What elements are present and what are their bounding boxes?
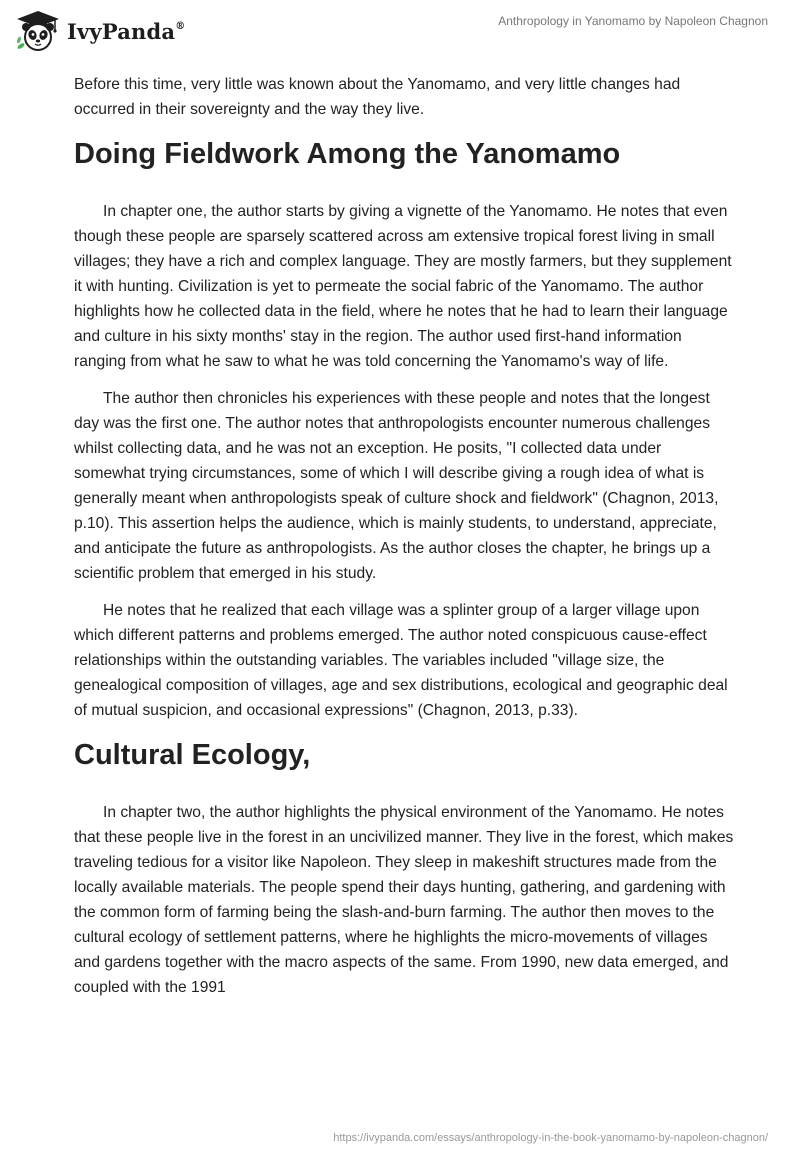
page-header xyxy=(0,0,800,60)
document-title: Anthropology in Yanomamo by Napoleon Chagnon xyxy=(498,14,768,28)
panda-graduate-icon xyxy=(15,10,61,52)
section-heading-fieldwork: Doing Fieldwork Among the Yanomamo xyxy=(74,138,621,170)
paragraph: The author then chronicles his experiences with these people and notes that the longest day was the first one. The author notes that anthropologists encounter numerous challenges whilst collecting data, and he was not an exception. He posits, "I collected data under somewhat trying circumstances, some of which I will describe giving a rough idea of what is generally meant when anthropologists speak of culture shock and fieldwork" (Chagnon, 2013, p.10). This assertion helps the audience, which is mainly students, to understand, appreciate, and anticipate the future as anthropologists. As the author closes the chapter, he brings up a scientific problem that emerged in his study. xyxy=(74,390,719,582)
paragraph: In chapter one, the author starts by giving a vignette of the Yanomamo. He notes that even though these people are sparsely scattered across am extensive tropical forest living in small villages; they have a rich and complex language. They are mostly farmers, but they supplement it with hunting. Civilization is yet to permeate the social fabric of the Yanomamo. The author highlights how he collected data in the field, where he notes that he had to learn their language and culture in his sixty months' stay in the region. The author used first-hand information ranging from what he saw to what he was told concerning the Yanomamo's way of life. xyxy=(74,203,732,370)
intro-paragraph: Before this time, very little was known about the Yanomamo, and very little changes had occurred in their sovereignty and the way they live. xyxy=(74,76,681,118)
section-heading-cultural-ecology: Cultural Ecology, xyxy=(74,739,311,771)
essay-body xyxy=(74,72,734,1012)
source-url[interactable]: https://ivypanda.com/essays/anthropology-in-the-book-yanomamo-by-napoleon-chagnon/ xyxy=(333,1132,768,1144)
logo-wordmark: IvyPanda® xyxy=(67,18,186,44)
paragraph: In chapter two, the author highlights the physical environment of the Yanomamo. He notes that these people live in the forest in an uncivilized manner. They live in the forest, which makes traveling tedious for a visitor like Napoleon. They sleep in makeshift structures made from the locally available materials. The people spend their days hunting, gathering, and gardening with the common form of farming being the slash-and-burn farming. The author then moves to the cultural ecology of settlement patterns, where he highlights the micro-movements of villages and gardens together with the macro aspects of the same. From 1990, new data emerged, and coupled with the 1991 xyxy=(74,804,734,996)
registered-mark: ® xyxy=(175,20,186,32)
ivypanda-logo[interactable] xyxy=(15,10,185,52)
paragraph: He notes that he realized that each village was a splinter group of a larger village upon which different patterns and problems emerged. The author noted conspicuous cause-effect relationships within the outstanding variables. The variables included "village size, the genealogical composition of villages, age and sex distributions, ecological and geographic deal of mutual suspicion, and occasional expressions" (Chagnon, 2013, p.33). xyxy=(74,602,728,719)
